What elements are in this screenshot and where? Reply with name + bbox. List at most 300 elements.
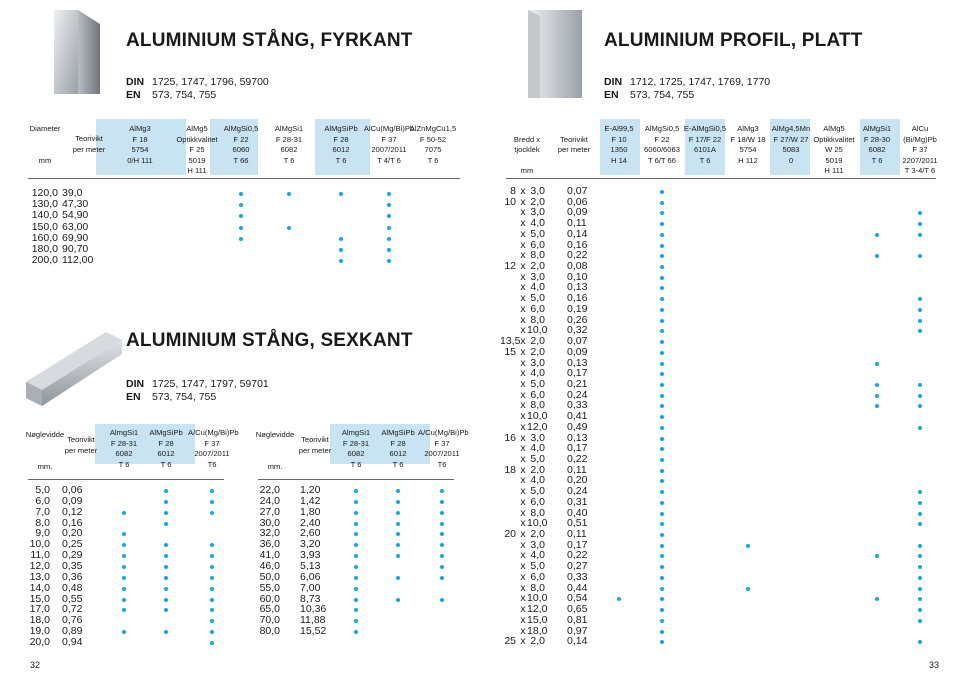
square-col-alloy-line: AlCu(Mg/Bi)Pb — [363, 124, 415, 133]
size-cell: 20,0 — [29, 635, 50, 648]
weight-cell: 0,24 — [567, 485, 588, 498]
thickness-cell: 2,0 — [530, 335, 545, 348]
weight-cell: 0,55 — [62, 592, 83, 605]
flat-col-alloy — [855, 124, 899, 166]
availability-dot — [918, 319, 922, 323]
flat-col-alloy-line: 6060/6063 — [644, 145, 680, 154]
weight-cell: 0,40 — [567, 506, 588, 519]
times-sign: x — [520, 570, 526, 583]
square-col-weight-line: per meter — [72, 144, 106, 154]
weight-cell: 0,22 — [567, 549, 588, 562]
weight-cell: 0,31 — [567, 495, 588, 508]
weight-cell: 0,07 — [567, 335, 588, 348]
header-rule — [28, 178, 460, 179]
availability-dot — [918, 576, 922, 580]
thickness-cell: 2,0 — [530, 345, 545, 358]
square-col-alloy-line: F 28 — [333, 134, 349, 144]
size-cell: 46,0 — [259, 559, 280, 572]
weight-cell: 0,22 — [567, 453, 588, 465]
flat-profile-table-row — [0, 240, 960, 251]
availability-dot — [660, 244, 664, 248]
square-col-alloy-line: 2007/2011 — [371, 145, 407, 154]
weight-cell: 0,07 — [567, 185, 588, 197]
thickness-cell: 4,0 — [530, 442, 545, 455]
square-col-alloy-line: T 6 — [427, 155, 439, 165]
times-sign: x — [520, 388, 526, 401]
thickness-cell: 2,0 — [530, 528, 545, 541]
flat-profile-table-row — [0, 486, 960, 497]
weight-cell: 0,11 — [567, 528, 587, 541]
thickness-cell: 2,0 — [530, 635, 545, 648]
thickness-cell: 2,0 — [530, 195, 545, 208]
weight-cell: 0,09 — [567, 206, 588, 219]
availability-dot — [918, 308, 922, 312]
weight-cell: 0,33 — [567, 399, 588, 412]
flat-col-alloy-line: F 37 — [912, 145, 928, 154]
hex-col-alloy-line: AlmgSi1 — [109, 428, 139, 437]
size-cell: 10,0 — [29, 538, 50, 551]
flat-profile-table-row — [0, 465, 960, 476]
hex-col-width-line: Nøglevidde — [25, 430, 65, 439]
availability-dot — [660, 630, 664, 634]
hex-col-alloy-line: 6012 — [157, 449, 175, 458]
square-col-alloy-line: 5754 — [131, 145, 149, 154]
header-rule — [506, 178, 936, 179]
times-sign: x — [520, 270, 526, 283]
weight-cell: 63,00 — [62, 220, 89, 233]
square-col-alloy-line: AlMgSi1 — [274, 124, 304, 133]
thickness-cell: 12,0 — [527, 603, 548, 616]
flat-profile-table-row — [0, 293, 960, 304]
flat-profile-table-row — [0, 443, 960, 454]
square-col-alloy-line: T 6 — [283, 155, 295, 165]
size-cell: 150,0 — [31, 220, 58, 233]
size-cell: 19,0 — [29, 625, 50, 638]
weight-cell: 0,65 — [567, 603, 588, 616]
flat-profile-table-row — [0, 186, 960, 197]
weight-cell: 0,25 — [62, 538, 83, 551]
width-cell: 10 — [504, 195, 516, 208]
times-sign: x — [520, 399, 526, 412]
times-sign: x — [520, 302, 526, 315]
size-cell: 24,0 — [259, 494, 280, 507]
weight-cell: 15,52 — [300, 625, 327, 638]
availability-dot — [918, 233, 922, 237]
flat-profile-table-row — [0, 505, 960, 519]
size-cell: 30,0 — [259, 516, 280, 529]
hex-col-alloy-line: 2007/2011 — [424, 449, 460, 458]
flat-col-alloy-line: E-AlMgSi0,5 — [683, 124, 727, 133]
flat-profile-table-row — [0, 615, 960, 626]
flat-col-alloy-line: T 6 — [699, 155, 711, 165]
size-cell: 27,0 — [259, 505, 280, 518]
weight-cell: 0,21 — [567, 377, 588, 390]
times-sign: x — [520, 281, 526, 294]
times-sign: x — [520, 238, 526, 251]
thickness-cell: 5,0 — [530, 292, 545, 305]
flat-profile-table-row — [0, 550, 960, 561]
weight-cell: 0,11 — [567, 463, 587, 476]
size-cell: 50,0 — [259, 570, 280, 583]
standard-line — [126, 89, 269, 102]
flat-profile-table-row — [0, 540, 960, 551]
times-sign: x — [520, 260, 526, 273]
availability-dot — [660, 608, 664, 612]
flat-col-alloy-line: (Bi/Mg)Pb — [903, 134, 937, 144]
availability-dot — [918, 512, 922, 516]
thickness-cell: 3,0 — [530, 538, 545, 551]
times-sign: x — [520, 635, 526, 648]
flat-profile-table-row — [0, 518, 960, 529]
flat-profile-table-row — [0, 494, 960, 508]
flat-bar-image — [520, 10, 594, 98]
times-sign: x — [520, 495, 526, 508]
availability-dot — [660, 404, 664, 408]
availability-dot — [660, 512, 664, 516]
availability-dot — [918, 222, 922, 226]
flat-col-alloy-line: H 111 — [824, 166, 844, 175]
availability-dot — [918, 297, 922, 301]
flat-col-alloy-line: 5083 — [782, 145, 800, 154]
square-col-alloy-line: AlMgSiPb — [324, 124, 358, 133]
hex-col-alloy-line: AlMgSiPb — [381, 428, 415, 437]
hex-col-width-line: Nøglevidde — [255, 430, 295, 439]
weight-cell: 0,11 — [567, 217, 587, 230]
flat-col-alloy-line: F 10 — [611, 134, 627, 144]
weight-cell: 0,10 — [567, 270, 588, 283]
weight-cell: 0,72 — [62, 603, 83, 616]
thickness-cell: 10,0 — [527, 517, 548, 530]
availability-dot — [660, 211, 664, 215]
page-number-right: 33 — [929, 660, 940, 670]
square-col-diameter — [22, 124, 68, 166]
square-col-alloy-line: 6012 — [332, 145, 350, 154]
square-col-alloy-line: F 22 — [233, 134, 249, 144]
hex-col-alloy-line: AlmgSi1 — [341, 428, 371, 437]
size-cell: 14,0 — [29, 581, 50, 594]
availability-dot — [918, 522, 922, 526]
weight-cell: 0,19 — [567, 302, 588, 315]
flat-col-alloy-line: F 22 — [654, 134, 670, 144]
availability-dot — [660, 233, 664, 237]
size-cell: 36,0 — [259, 538, 280, 551]
flat-col-alloy-line: E-Al99,5 — [604, 124, 634, 133]
thickness-cell: 10,0 — [527, 410, 548, 423]
width-cell: 13,5 — [500, 335, 521, 348]
thickness-cell: 10,0 — [527, 592, 548, 605]
availability-dot — [660, 533, 664, 537]
weight-cell: 0,16 — [567, 292, 588, 305]
flat-col-alloy — [597, 124, 641, 166]
flat-profile-table-row — [0, 400, 960, 411]
availability-dot — [660, 329, 664, 333]
flat-col-alloy-line: F 17/F 22 — [688, 134, 722, 144]
availability-dot — [918, 329, 922, 333]
weight-cell: 39,0 — [62, 187, 83, 199]
flat-profile-table-row — [0, 390, 960, 401]
flat-profile-table-row — [0, 347, 960, 358]
size-cell: 70,0 — [259, 614, 280, 627]
thickness-cell: 5,0 — [530, 485, 545, 498]
thickness-cell: 5,0 — [530, 453, 545, 465]
availability-dot — [660, 619, 664, 623]
times-sign: x — [520, 292, 526, 305]
weight-cell: 0,22 — [567, 249, 588, 262]
standard-code: EN — [126, 89, 141, 101]
times-sign: x — [520, 410, 526, 423]
standard-numbers: 573, 754, 755 — [630, 89, 695, 101]
availability-dot — [660, 426, 664, 430]
square-col-alloy-line: F 37 — [381, 134, 397, 144]
size-cell: 17,0 — [29, 603, 50, 616]
width-cell: 20 — [504, 528, 516, 541]
availability-dot — [918, 554, 922, 558]
flat-col-alloy-line: F 27/W 27 — [773, 134, 809, 144]
square-col-alloy-line: F 25 — [189, 145, 205, 154]
thickness-cell: 5,0 — [530, 560, 545, 573]
flat-profile-table-row — [0, 636, 960, 647]
thickness-cell: 8,0 — [530, 399, 545, 412]
flat-col-alloy-line: W 25 — [825, 145, 843, 154]
thickness-cell: 3,0 — [530, 356, 545, 369]
size-cell: 12,0 — [29, 559, 50, 572]
availability-dot — [875, 383, 879, 387]
square-col-alloy — [110, 124, 170, 166]
weight-cell: 0,36 — [62, 570, 83, 583]
flat-col-weight-line — [554, 124, 594, 135]
availability-dot — [660, 458, 664, 462]
size-cell: 55,0 — [259, 581, 280, 594]
square-col-diameter-line: mm — [38, 155, 52, 165]
weight-cell: 0,32 — [567, 324, 588, 337]
flat-col-alloy — [769, 124, 813, 166]
hex-col-alloy-line: F 28-31 — [110, 438, 138, 448]
flat-col-alloy-line: H 112 — [738, 155, 758, 165]
times-sign: x — [520, 227, 526, 240]
flat-col-alloy-line: 6101A — [694, 145, 716, 154]
flat-col-alloy-line: AlMg5 — [823, 124, 845, 133]
hex-col-alloy-line: 6082 — [347, 449, 365, 458]
flat-profile-table-row — [0, 358, 960, 369]
weight-cell: 0,24 — [567, 388, 588, 401]
times-sign: x — [520, 485, 526, 498]
weight-cell: 0,76 — [62, 614, 83, 627]
square-col-alloy-line: T 6 — [335, 155, 347, 165]
flat-profile-table-row — [0, 604, 960, 615]
hex-col-alloy-line: A/Cu(Mg/Bi)Pb — [188, 428, 239, 437]
hex-col-weight-line: per meter — [298, 445, 332, 455]
square-col-diameter-line — [22, 145, 68, 156]
times-sign: x — [520, 206, 526, 219]
flat-profile-table-row — [0, 229, 960, 240]
times-sign: x — [520, 581, 526, 594]
size-cell: 65,0 — [259, 603, 280, 616]
flat-profile-table-row — [0, 336, 960, 347]
availability-dot — [660, 297, 664, 301]
standard-code: EN — [126, 391, 141, 403]
square-col-alloy-line: AlMg3 — [129, 124, 151, 133]
thickness-cell: 6,0 — [530, 570, 545, 583]
availability-dot — [660, 394, 664, 398]
thickness-cell: 3,0 — [530, 270, 545, 283]
times-sign: x — [520, 613, 526, 626]
weight-cell: 90,70 — [62, 243, 89, 255]
standard-line — [604, 89, 770, 102]
size-cell: 160,0 — [31, 231, 58, 244]
flat-profile-table-row — [0, 454, 960, 465]
weight-cell: 0,35 — [62, 559, 83, 572]
hex-col-weight-line: Teorivikt — [301, 435, 329, 444]
weight-cell: 0,29 — [62, 549, 83, 562]
thickness-cell: 4,0 — [530, 281, 545, 294]
flat-col-weight — [554, 124, 594, 156]
weight-cell: 0,44 — [567, 581, 588, 594]
weight-cell: 0,20 — [567, 474, 588, 487]
availability-dot — [875, 597, 879, 601]
weight-cell: 0,27 — [567, 560, 588, 573]
flat-col-size-line: tjocklek — [514, 145, 540, 154]
availability-dot — [660, 479, 664, 483]
hex-col-alloy-line: AlMgSiPb — [149, 428, 183, 437]
weight-cell: 0,16 — [62, 516, 83, 529]
hex-col-alloy-line: F 28 — [390, 438, 406, 448]
times-sign: x — [520, 506, 526, 519]
standard-numbers: 573, 754, 755 — [152, 89, 217, 101]
weight-cell: 0,14 — [567, 227, 588, 240]
availability-dot — [660, 576, 664, 580]
weight-cell: 54,90 — [62, 209, 89, 222]
weight-cell: 0,13 — [567, 431, 588, 444]
availability-dot — [875, 362, 879, 366]
availability-dot — [875, 404, 879, 408]
flat-col-alloy-line: T 3-4/T 6 — [904, 166, 936, 175]
flat-profile-table-row — [0, 583, 960, 594]
weight-cell: 0,51 — [567, 517, 588, 530]
thickness-cell: 3,0 — [530, 431, 545, 444]
hex-col-alloy-line: F 28-31 — [342, 438, 370, 448]
hex-col-alloy-line: T 6 — [392, 459, 404, 469]
times-sign: x — [520, 367, 526, 380]
flat-profile-table-row — [0, 272, 960, 283]
weight-cell: 112,00 — [62, 254, 94, 267]
weight-cell: 5,13 — [300, 559, 321, 572]
weight-cell: 0,33 — [567, 570, 588, 583]
square-col-alloy-line: AlMg5 — [186, 124, 208, 133]
thickness-cell: 6,0 — [530, 302, 545, 315]
weight-cell: 0,13 — [567, 281, 588, 294]
availability-dot — [918, 544, 922, 548]
hex-col-alloy-line: F 28 — [158, 438, 174, 448]
flat-col-alloy-line: 2207/2011 — [902, 155, 938, 165]
hex-col-alloy-line: T 6 — [160, 459, 172, 469]
size-cell: 11,0 — [30, 549, 50, 562]
hex-col-alloy-line: F 37 — [434, 438, 450, 448]
flat-profile-table-row — [0, 218, 960, 229]
thickness-cell: 4,0 — [530, 474, 545, 487]
availability-dot — [660, 372, 664, 376]
flat-col-weight-line: Teorivikt — [560, 134, 588, 144]
flat-col-alloy-line: AlMgSi0,5 — [644, 124, 680, 133]
flat-col-weight-line: per meter — [557, 145, 591, 154]
weight-cell: 0,26 — [567, 313, 588, 326]
thickness-cell: 15,0 — [527, 613, 548, 626]
flat-col-size-line — [506, 124, 548, 135]
square-col-weight — [70, 134, 108, 155]
thickness-cell: 4,0 — [530, 549, 545, 562]
availability-dot — [660, 415, 664, 419]
availability-dot — [918, 597, 922, 601]
availability-dot — [660, 265, 664, 269]
weight-cell: 0,12 — [62, 505, 83, 518]
availability-dot — [746, 544, 750, 548]
times-sign: x — [520, 195, 526, 208]
weight-cell: 0,89 — [62, 625, 83, 638]
times-sign: x — [520, 560, 526, 573]
square-col-diameter-line — [22, 135, 68, 146]
availability-dot — [660, 447, 664, 451]
availability-dot — [660, 501, 664, 505]
size-cell: 22,0 — [259, 484, 280, 496]
times-sign: x — [520, 324, 526, 337]
availability-dot — [875, 254, 879, 258]
hex-col-alloy-line: 6012 — [389, 449, 407, 458]
availability-dot — [660, 522, 664, 526]
weight-cell: 0,81 — [567, 613, 588, 626]
weight-cell: 0,06 — [567, 195, 588, 208]
flat-profile-table-row — [0, 626, 960, 637]
flat-col-alloy — [726, 124, 770, 166]
weight-cell: 0,14 — [567, 635, 588, 648]
weight-cell: 0,54 — [567, 592, 588, 605]
availability-dot — [918, 404, 922, 408]
hex-col-alloy-line: A/Cu(Mg/Bi)Pb — [418, 428, 469, 437]
availability-dot — [660, 597, 664, 601]
flat-profile-table-row — [0, 379, 960, 390]
flat-profile-table-row — [0, 325, 960, 336]
availability-dot — [918, 426, 922, 430]
thickness-cell: 4,0 — [530, 217, 545, 230]
thickness-cell: 4,0 — [530, 367, 545, 380]
thickness-cell: 10,0 — [527, 324, 548, 337]
flat-profile-standards — [604, 76, 770, 102]
availability-dot — [918, 619, 922, 623]
availability-dot — [660, 565, 664, 569]
availability-dot — [660, 190, 664, 194]
times-sign: x — [520, 442, 526, 455]
thickness-cell: 6,0 — [530, 495, 545, 508]
availability-dot — [746, 587, 750, 591]
flat-col-size-line: mm — [520, 166, 534, 175]
availability-dot — [660, 469, 664, 473]
times-sign: x — [520, 538, 526, 551]
availability-dot — [918, 394, 922, 398]
availability-dot — [660, 201, 664, 205]
availability-dot — [918, 565, 922, 569]
square-bar-standards — [126, 76, 269, 102]
width-cell: 12 — [504, 260, 516, 273]
flat-col-size-line: Bredd x — [513, 134, 541, 144]
flat-col-alloy-line: F 18/W 18 — [730, 134, 766, 144]
square-col-alloy-line: F 50-52 — [419, 134, 447, 144]
availability-dot — [875, 394, 879, 398]
weight-cell: 2,60 — [300, 527, 321, 540]
square-col-alloy-line: F 28-31 — [275, 134, 303, 144]
size-cell: 8,0 — [35, 516, 50, 529]
flat-col-alloy — [812, 124, 856, 177]
flat-col-alloy-line: T 6 — [871, 155, 883, 165]
hex-col-alloy-line: T 6 — [350, 459, 362, 469]
size-cell: 15,0 — [29, 592, 50, 605]
